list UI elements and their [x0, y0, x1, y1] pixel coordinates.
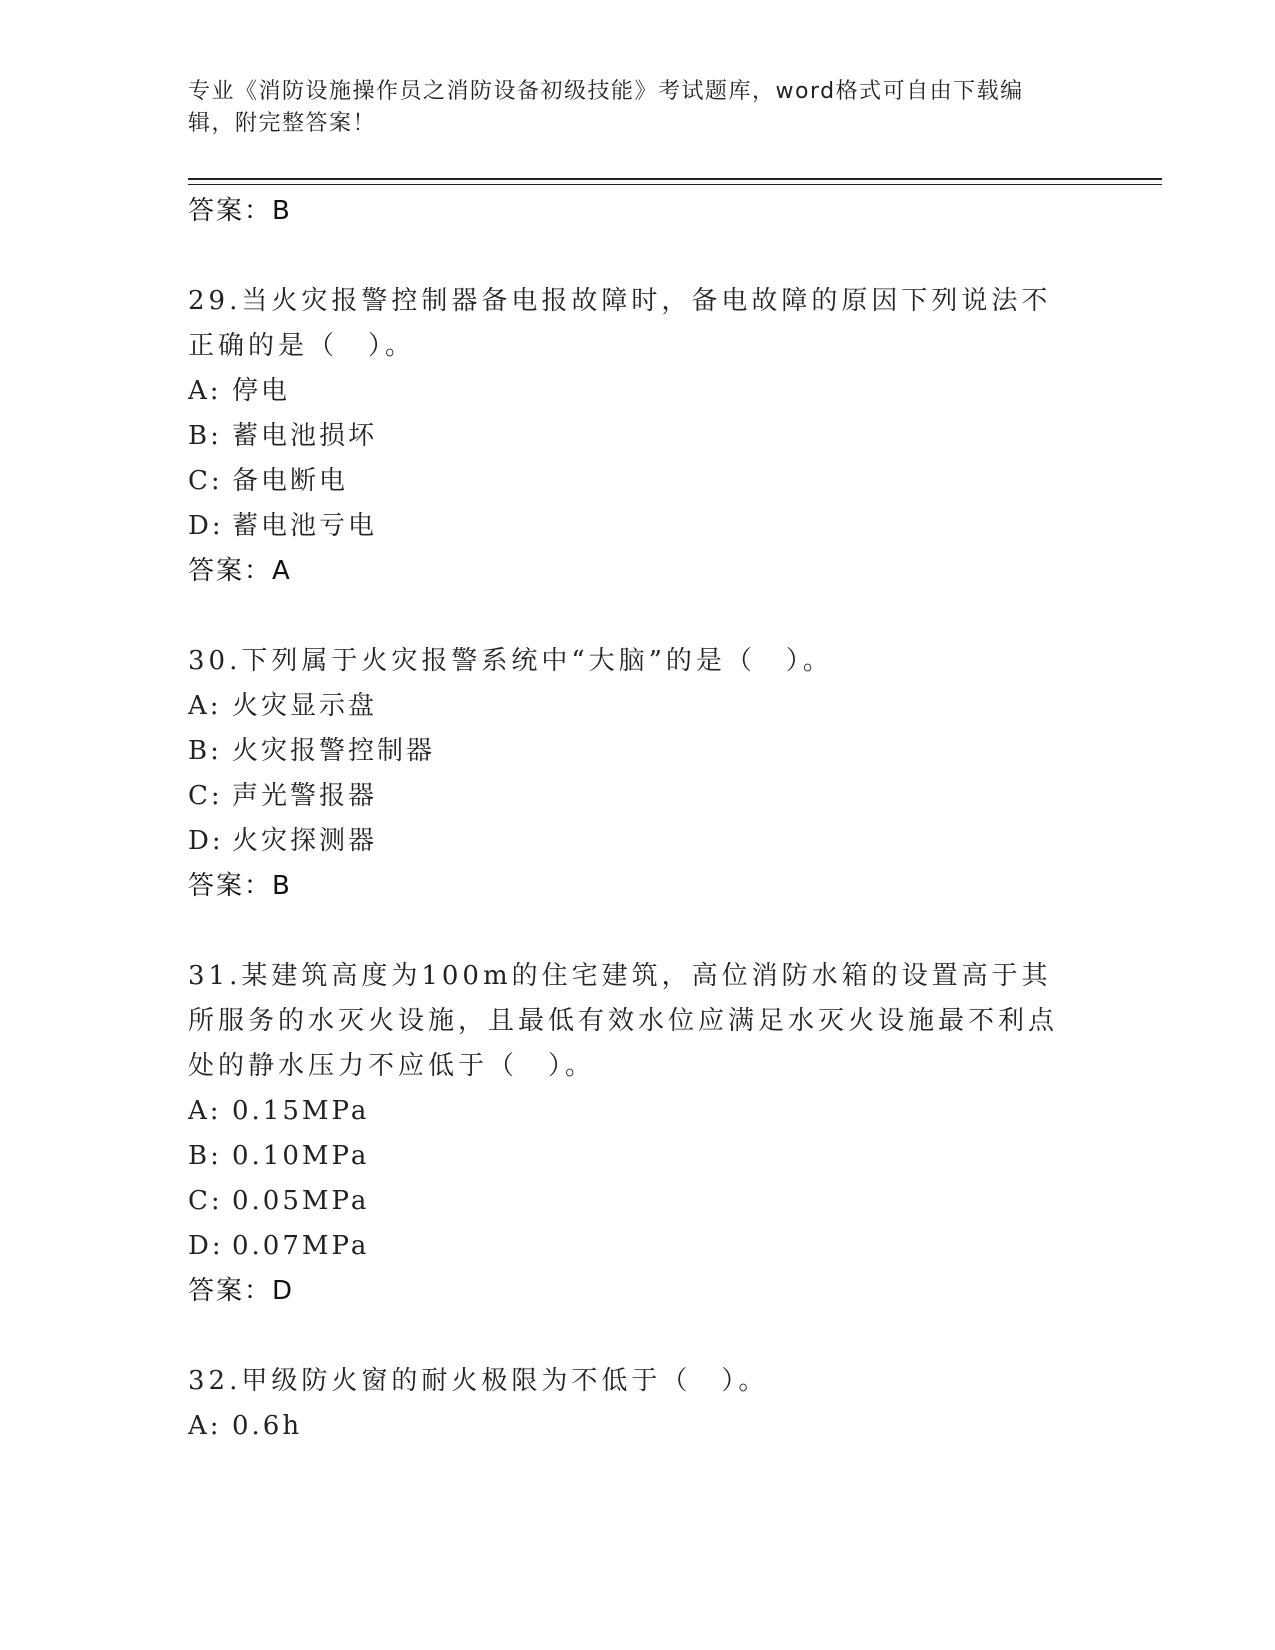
option-key: D: [188, 1231, 224, 1261]
option-text: 火灾报警控制器 [232, 736, 436, 766]
option-b [188, 1134, 1088, 1179]
option-key: A: [188, 376, 222, 406]
option-key: D: [188, 511, 224, 541]
question-list [188, 189, 1088, 1449]
question-stem: 30.下列属于火灾报警系统中“大脑”的是（ ）。 [188, 646, 833, 676]
option-text: 0.6h [232, 1411, 303, 1441]
question-30 [188, 639, 1088, 909]
question-31 [188, 954, 1088, 1314]
option-a [188, 684, 1088, 729]
option-key: A: [188, 691, 222, 721]
option-c [188, 459, 1088, 504]
option-key: B: [188, 1141, 222, 1171]
option-c [188, 1179, 1088, 1224]
option-text: 火灾探测器 [232, 826, 378, 856]
option-text: 声光警报器 [232, 781, 378, 811]
option-text: 0.10MPa [232, 1141, 370, 1171]
option-key: B: [188, 421, 222, 451]
option-a [188, 369, 1088, 414]
option-key: C: [188, 781, 223, 811]
option-d [188, 1224, 1088, 1269]
option-key: A: [188, 1096, 222, 1126]
option-text: 0.07MPa [232, 1231, 370, 1261]
option-text: 0.05MPa [232, 1186, 370, 1216]
option-text: 蓄电池亏电 [232, 511, 378, 541]
answer-line: 答案：D [188, 1276, 295, 1306]
option-b [188, 729, 1088, 774]
question-stem: 29.当火灾报警控制器备电报故障时，备电故障的原因下列说法不正确的是（ ）。 [188, 286, 1052, 361]
option-d [188, 819, 1088, 864]
option-text: 0.15MPa [232, 1096, 370, 1126]
option-key: A: [188, 1411, 222, 1441]
document-header: 专业《消防设施操作员之消防设备初级技能》考试题库，word格式可自由下载编辑，附完整答案！ [188, 79, 1024, 136]
option-a [188, 1404, 1088, 1449]
header-divider [188, 178, 1162, 180]
question-32 [188, 1359, 1088, 1449]
answer-line: 答案：A [188, 556, 292, 586]
option-d [188, 504, 1088, 549]
option-a [188, 1089, 1088, 1134]
option-text: 蓄电池损坏 [232, 421, 378, 451]
question-stem: 32.甲级防火窗的耐火极限为不低于（ ）。 [188, 1366, 769, 1396]
header-divider-thin [188, 184, 1162, 185]
option-key: B: [188, 736, 222, 766]
option-text: 火灾显示盘 [232, 691, 378, 721]
option-b [188, 414, 1088, 459]
question-29 [188, 279, 1088, 594]
option-key: C: [188, 1186, 223, 1216]
option-key: D: [188, 826, 224, 856]
option-c [188, 774, 1088, 819]
option-text: 备电断电 [232, 466, 349, 496]
option-text: 停电 [232, 376, 291, 406]
question-stem: 31.某建筑高度为100m的住宅建筑，高位消防水箱的设置高于其所服务的水灭火设施，且最低有效水位应满足水灭火设施最不利点处的静水压力不应低于（ ）。 [188, 961, 1059, 1081]
answer-line: 答案：B [188, 871, 292, 901]
option-key: C: [188, 466, 223, 496]
answer-line: 答案：B [188, 196, 292, 226]
